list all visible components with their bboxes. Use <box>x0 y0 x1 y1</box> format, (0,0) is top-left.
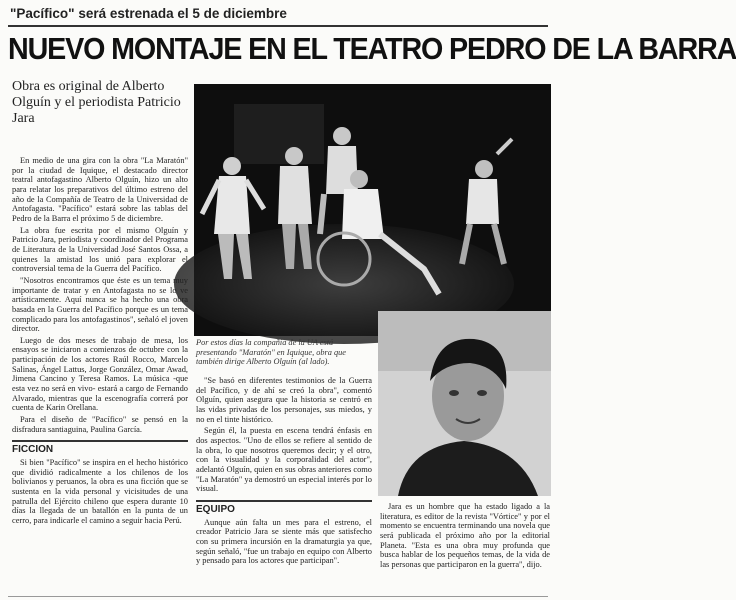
section-heading-equipo: EQUIPO <box>196 500 372 515</box>
column-3 <box>380 502 550 572</box>
stage-performance-illustration <box>194 84 551 336</box>
paragraph: Luego de dos meses de trabajo de mesa, los ensayos se iniciaron a comienzos de octubre con la participación de los actores Raúl Rocco, Marcelo Salinas, Ángel Lattus, Jorge González, Omar Awad, Jimena Cancino y Teresa Ramos. La música -que esta vez no será en vivo- estará a cargo de Fernando Alvarado, mientras que la escenografía correrá por cuenta de Karin Orellana. <box>12 335 188 413</box>
column-2 <box>196 376 372 568</box>
portrait-photo <box>378 311 551 496</box>
paragraph: Según él, la puesta en escena tendrá énfasis en dos aspectos. "Uno de ellos se refiere al sentido de la obra, lo que nosotros queremos decir; y el otro, con la visualidad y la corporalidad del actor", adelantó Olguín, quien en sus obras anteriores como "La Maratón" ya demostró un especial interés por lo visual. <box>196 426 372 494</box>
paragraph: Jara es un hombre que ha estado ligado a la literatura, es editor de la revista "Vórtice" y por el momento se encuentra terminando una novela que será publicada el próximo año por la editorial Planeta. "Esta es una obra muy profunda que busca hablar de los pequeños temas, de la vida de las personas que participaron en la guerra", dijo. <box>380 502 550 569</box>
kicker: "Pacífico" será estrenada el 5 de diciembre <box>10 6 287 21</box>
stage-performance-photo <box>194 84 551 336</box>
bottom-rule <box>8 596 548 597</box>
headline: NUEVO MONTAJE EN EL TEATRO PEDRO DE LA BARRA <box>8 32 736 66</box>
paragraph: La obra fue escrita por el mismo Olguín y Patricio Jara, periodista y coordinador del Programa de Literatura de la Universidad José Santos Ossa, a quienes la amistad los unió para explorar el controversial tema de la Guerra del Pacífico. <box>12 225 188 274</box>
paragraph: Si bien "Pacífico" se inspira en el hecho histórico que dividió radicalmente a los chilenos de los bolivianos y peruanos, la obra es una ficción que se sustenta en la vida personal y vicisitudes de una patrulla del Ejército chileno que espera durante 10 días la llegada de un batallón en la punta de un cerro, para indicarle el camino a seguir hacia Perú. <box>12 458 188 525</box>
paragraph: "Se basó en diferentes testimonios de la Guerra del Pacífico, y de ahí se creó la obra", comentó Olguín, quien asegura que la historia se centró en las vidas privadas de los personajes, sus miedos, y no en el tinte histórico. <box>196 376 372 424</box>
subhead: Obra es original de Alberto Olguín y el periodista Patricio Jara <box>12 79 181 126</box>
portrait-illustration <box>378 311 551 496</box>
paragraph: "Nosotros encontramos que éste es un tema muy importante de tratar y en Antofagasta no se lo ve artísticamente. Aquí nunca se ha hecho una obra basada en la Guerra del Pacífico porque es un tema complicado para los antofagastinos", señaló el joven director. <box>12 275 188 334</box>
paragraph: En medio de una gira con la obra "La Maratón" por la ciudad de Iquique, el destacado director teatral antofagastino Alberto Olguín, hizo un alto para relatar los preparativos del último estreno del año de la Compañía de Teatro de la Universidad de Antofagasta. "Pacífico" estará sobre las tablas del Pedro de la Barra el próximo 5 de diciembre. <box>12 156 188 223</box>
paragraph: Para el diseño de "Pacífico" se pensó en la disfradura santiaguina, Paulina García. <box>12 415 188 434</box>
paragraph: Aunque aún falta un mes para el estreno, el creador Patricio Jara se siente más que satisfecho con su primera incursión en la dramaturgia ya que, según señaló, "fue un trabajo en equipo con Alberto y pensado para los actores que participan". <box>196 517 372 566</box>
photo-caption: Por estos días la compañía de la UA está presentando "Maratón" en Iquique, obra que también dirige Alberto Olguín (al lado). <box>196 338 346 367</box>
column-1 <box>12 156 188 528</box>
section-heading-ficcion: FICCION <box>12 440 188 455</box>
top-rule <box>8 25 548 27</box>
